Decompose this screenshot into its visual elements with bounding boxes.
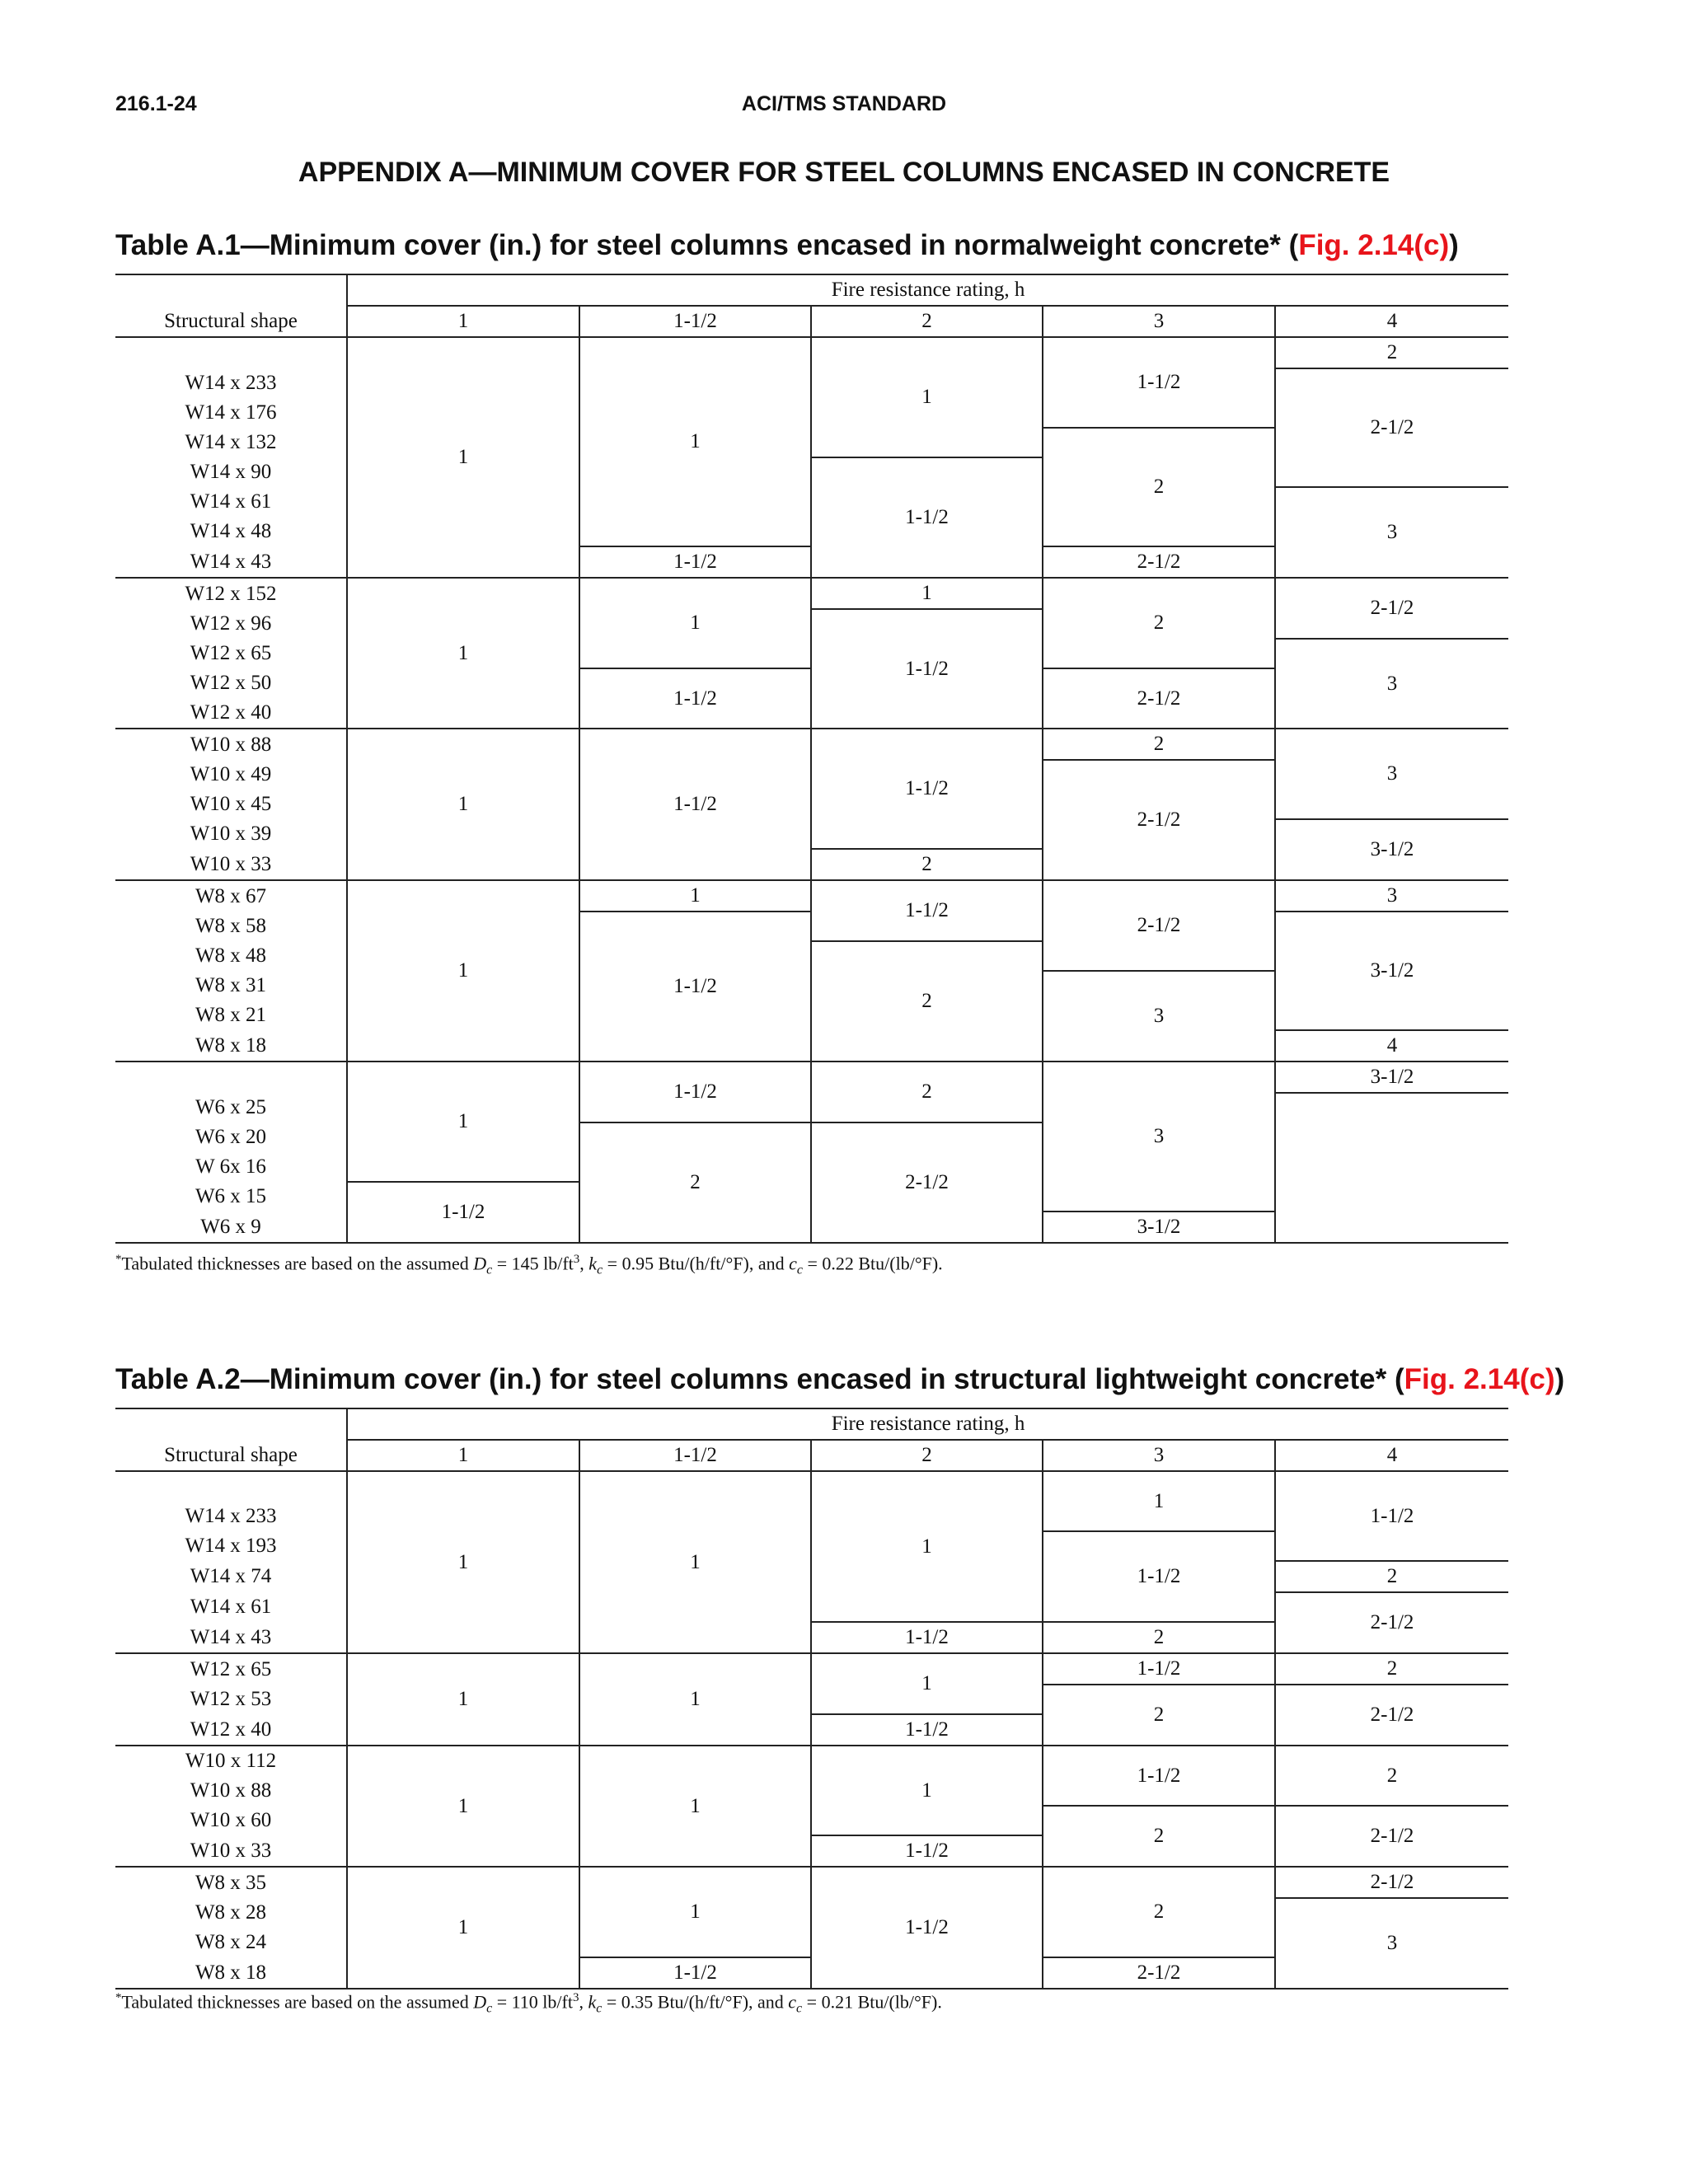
table-cell: 3 — [1275, 1898, 1508, 1989]
table-row-shape: W14 x 90 — [190, 461, 272, 483]
table-cell: 1 — [811, 337, 1043, 457]
footnote-marker: * — [115, 1253, 122, 1266]
table-cell: 1-1/2 — [1043, 1746, 1275, 1806]
footnote-subscript: c — [796, 1263, 803, 1277]
table-cell: 2-1/2 — [1275, 1867, 1508, 1898]
footnote-symbol: c — [789, 1253, 797, 1274]
table-cell: 3 — [1275, 639, 1508, 729]
table-row-shape: W14 x 132 — [185, 431, 277, 453]
table-cell-empty — [1275, 1093, 1508, 1243]
table-a2-col-shape: Structural shape — [115, 1440, 347, 1471]
table-a1-corner — [115, 274, 347, 306]
table-row-shape: W10 x 49 — [190, 763, 272, 785]
table-cell: 2 — [811, 941, 1043, 1062]
table-a1 — [115, 274, 1508, 1244]
footnote-symbol: k — [588, 1991, 597, 2013]
table-row-shape: W6 x 20 — [195, 1126, 267, 1148]
table-row-shape: W10 x 39 — [190, 823, 272, 845]
table-a2-col-3: 3 — [1043, 1440, 1275, 1471]
table-row-shape: W12 x 65 — [190, 1657, 272, 1680]
table-a1-footnote — [115, 1253, 943, 1278]
table-a1-title-text: Table A.1—Minimum cover (in.) for steel columns encased in normalweight concrete* ( — [115, 229, 1299, 261]
table-a2-title-end: ) — [1554, 1363, 1565, 1395]
table-a1-col-1: 1 — [347, 306, 579, 337]
table-row-shape: W 6x 16 — [195, 1155, 266, 1178]
table-cell: 1-1/2 — [811, 457, 1043, 578]
table-row-shape: W10 x 45 — [190, 793, 272, 815]
table-cell: 2-1/2 — [1275, 578, 1508, 639]
table-cell: 1-1/2 — [579, 1957, 811, 1989]
table-row-shape: W14 x 233 — [185, 372, 277, 394]
footnote-text: = 0.22 Btu/(lb/°F). — [802, 1253, 943, 1274]
table-row-shape: W10 x 88 — [190, 733, 272, 756]
table-cell: 1 — [347, 1062, 579, 1182]
table-cell: 3 — [1275, 880, 1508, 912]
footnote-text: = 0.21 Btu/(lb/°F). — [802, 1991, 942, 2013]
table-cell: 2-1/2 — [1043, 546, 1275, 578]
table-a1-col-3: 3 — [1043, 306, 1275, 337]
table-cell: 1 — [347, 578, 579, 729]
table-cell: 3 — [1043, 971, 1275, 1062]
table-cell: 2 — [1043, 1622, 1275, 1653]
table-cell: 2 — [1275, 1653, 1508, 1685]
table-cell: 2-1/2 — [1043, 760, 1275, 880]
table-cell: 1-1/2 — [811, 880, 1043, 941]
table-row-shape: W14 x 61 — [190, 1596, 272, 1618]
table-row-shape: W8 x 35 — [195, 1871, 267, 1894]
table-a1-col-shape: Structural shape — [115, 306, 347, 337]
table-cell: 1-1/2 — [1043, 1653, 1275, 1685]
table-row-shape: W6 x 9 — [115, 1212, 347, 1243]
table-cell: 1 — [579, 1471, 811, 1653]
table-cell: 1-1/2 — [811, 1867, 1043, 1989]
table-row-shape: W14 x 48 — [190, 520, 272, 542]
table-row-shape: W8 x 28 — [195, 1901, 267, 1924]
table-cell: 1 — [347, 1746, 579, 1867]
table-cell: 1 — [811, 578, 1043, 609]
table-cell: 3-1/2 — [1043, 1212, 1275, 1243]
table-row-shape: W10 x 112 — [185, 1750, 277, 1772]
table-cell: 1-1/2 — [579, 546, 811, 578]
table-cell: 1-1/2 — [811, 729, 1043, 849]
table-row-shape: W12 x 65 — [190, 642, 272, 664]
table-cell: 1 — [579, 1653, 811, 1746]
table-cell: 1 — [1043, 1471, 1275, 1531]
footnote-text: = 0.35 Btu/(h/ft/°F), and — [602, 1991, 789, 2013]
table-row-shape: W10 x 33 — [115, 1835, 347, 1867]
table-a2-col-2: 2 — [811, 1440, 1043, 1471]
table-row-shape: W14 x 193 — [185, 1535, 277, 1557]
table-cell: 2 — [579, 1122, 811, 1243]
table-cell: 3-1/2 — [1275, 912, 1508, 1030]
figure-reference-link[interactable]: Fig. 2.14(c) — [1404, 1363, 1555, 1395]
table-cell: 1-1/2 — [579, 729, 811, 880]
table-row-shape: W12 x 96 — [190, 612, 272, 635]
table-row-shape: W10 x 88 — [190, 1779, 272, 1802]
table-cell: 3-1/2 — [1275, 1062, 1508, 1093]
table-cell: 2 — [1043, 1867, 1275, 1957]
table-row-shape: W8 x 67 — [195, 884, 267, 907]
table-a2-corner — [115, 1408, 347, 1440]
table-a1-col-4: 4 — [1275, 306, 1508, 337]
table-a2-col-1-1-2: 1-1/2 — [579, 1440, 811, 1471]
table-row-shape: W8 x 24 — [195, 1931, 267, 1953]
table-cell: 3 — [1275, 487, 1508, 578]
table-cell: 2 — [1275, 1561, 1508, 1592]
table-cell: 1 — [579, 1746, 811, 1867]
table-cell: 2-1/2 — [1275, 368, 1508, 487]
table-cell: 2-1/2 — [1275, 1685, 1508, 1746]
table-row-shape: W14 x 61 — [190, 490, 272, 513]
table-cell: 1 — [579, 337, 811, 546]
table-cell: 2-1/2 — [1043, 1957, 1275, 1989]
table-a1-title — [115, 229, 1459, 262]
table-cell: 1-1/2 — [811, 609, 1043, 729]
table-cell: 1 — [811, 1471, 1043, 1622]
footnote-text: = 145 lb/ft — [492, 1253, 574, 1274]
table-cell: 1 — [811, 1746, 1043, 1835]
table-cell: 1-1/2 — [1275, 1471, 1508, 1561]
table-row-blank — [115, 1062, 347, 1093]
table-cell: 1-1/2 — [579, 668, 811, 729]
table-a2 — [115, 1408, 1508, 1990]
table-cell: 2 — [1043, 1806, 1275, 1867]
table-row-shape: W6 x 25 — [195, 1096, 267, 1118]
table-cell: 3 — [1275, 729, 1508, 819]
table-cell: 1 — [811, 1653, 1043, 1714]
table-a1-group-header: Fire resistance rating, h — [347, 274, 1508, 306]
table-row-shape: W14 x 176 — [185, 401, 277, 424]
table-cell: 2 — [1043, 1685, 1275, 1746]
table-cell: 1 — [347, 1867, 579, 1989]
table-cell: 2 — [1043, 428, 1275, 546]
table-cell: 2 — [811, 1062, 1043, 1122]
table-row-shape: W12 x 152 — [185, 582, 277, 605]
table-cell: 2-1/2 — [811, 1122, 1043, 1243]
table-cell: 1-1/2 — [811, 1714, 1043, 1746]
table-cell: 1-1/2 — [347, 1182, 579, 1243]
table-row-shape: W14 x 43 — [115, 1622, 347, 1653]
table-cell: 1 — [347, 729, 579, 880]
table-row-shape: W8 x 18 — [115, 1957, 347, 1989]
footnote-text: , — [579, 1253, 589, 1274]
table-row-shape: W8 x 58 — [195, 915, 267, 937]
footnote-symbol: D — [473, 1253, 487, 1274]
table-row-shape: W8 x 21 — [195, 1004, 267, 1026]
table-row-blank — [115, 337, 347, 368]
table-a2-title-text: Table A.2—Minimum cover (in.) for steel columns encased in structural lightweight concrete* ( — [115, 1363, 1404, 1395]
table-cell: 1 — [347, 1471, 579, 1653]
table-cell: 2 — [1043, 578, 1275, 668]
table-a2-group-header: Fire resistance rating, h — [347, 1408, 1508, 1440]
table-row-shape: W12 x 50 — [190, 672, 272, 694]
footnote-symbol: D — [473, 1991, 487, 2013]
footnote-text: = 110 lb/ft — [492, 1991, 573, 2013]
page-number: 216.1-24 — [115, 92, 197, 115]
table-row-shape: W12 x 40 — [115, 698, 347, 729]
footnote-text: Tabulated thicknesses are based on the assumed — [121, 1253, 474, 1274]
table-cell: 1 — [579, 578, 811, 668]
table-row-shape: W10 x 60 — [190, 1809, 272, 1831]
footnote-marker: * — [115, 1991, 122, 2004]
running-header: ACI/TMS STANDARD — [741, 92, 947, 115]
table-cell: 1-1/2 — [811, 1622, 1043, 1653]
table-cell: 2-1/2 — [1043, 668, 1275, 729]
footnote-exponent: 3 — [572, 1991, 579, 2004]
table-cell: 1 — [579, 880, 811, 912]
table-cell: 1-1/2 — [811, 1835, 1043, 1867]
table-row-shape: W10 x 33 — [115, 849, 347, 880]
table-cell: 2-1/2 — [1043, 880, 1275, 971]
table-cell: 1-1/2 — [1043, 1531, 1275, 1622]
table-a2-title — [115, 1363, 1564, 1396]
table-cell: 1 — [579, 1867, 811, 1957]
footnote-text: Tabulated thicknesses are based on the assumed — [121, 1991, 474, 2013]
table-row-blank — [115, 1471, 347, 1502]
table-row-shape: W14 x 74 — [190, 1565, 272, 1587]
table-row-shape: W8 x 31 — [195, 974, 267, 996]
table-cell: 1 — [347, 1653, 579, 1746]
footnote-text: = 0.95 Btu/(h/ft/°F), and — [603, 1253, 790, 1274]
footnote-exponent: 3 — [573, 1253, 580, 1266]
table-row-shape: W8 x 18 — [115, 1030, 347, 1062]
table-cell: 2 — [811, 849, 1043, 880]
footnote-subscript: c — [796, 2001, 803, 2016]
table-a1-title-end: ) — [1449, 229, 1459, 261]
table-a2-footnote — [115, 1991, 942, 2017]
table-row-shape: W8 x 48 — [195, 944, 267, 967]
table-cell: 1 — [347, 880, 579, 1062]
footnote-symbol: k — [588, 1253, 598, 1274]
table-row-shape: W6 x 15 — [195, 1185, 267, 1207]
footnote-subscript: c — [597, 1263, 603, 1277]
table-cell: 2 — [1275, 1746, 1508, 1806]
table-cell: 1-1/2 — [579, 1062, 811, 1122]
table-cell: 1-1/2 — [579, 912, 811, 1062]
table-a2-col-4: 4 — [1275, 1440, 1508, 1471]
table-row-shape: W12 x 40 — [115, 1714, 347, 1746]
table-row-shape: W12 x 53 — [190, 1688, 272, 1710]
table-cell: 1 — [347, 337, 579, 578]
table-cell: 4 — [1275, 1030, 1508, 1062]
table-cell: 3 — [1043, 1062, 1275, 1212]
footnote-text: , — [579, 1991, 588, 2013]
table-row-shape: W14 x 43 — [115, 546, 347, 578]
table-a1-col-2: 2 — [811, 306, 1043, 337]
table-row-shape: W14 x 233 — [185, 1505, 277, 1527]
table-cell: 2-1/2 — [1275, 1806, 1508, 1867]
table-cell: 2 — [1275, 337, 1508, 368]
footnote-symbol: c — [788, 1991, 797, 2013]
figure-reference-link[interactable]: Fig. 2.14(c) — [1298, 229, 1450, 261]
table-cell: 2 — [1043, 729, 1275, 760]
table-a2-col-1: 1 — [347, 1440, 579, 1471]
footnote-subscript: c — [486, 2001, 493, 2016]
appendix-title: APPENDIX A—MINIMUM COVER FOR STEEL COLUMNS ENCASED IN CONCRETE — [298, 157, 1390, 188]
footnote-subscript: c — [596, 2001, 603, 2016]
table-cell: 3-1/2 — [1275, 819, 1508, 880]
table-cell: 2-1/2 — [1275, 1592, 1508, 1653]
table-a1-col-1-1-2: 1-1/2 — [579, 306, 811, 337]
footnote-subscript: c — [486, 1263, 493, 1277]
table-cell: 1-1/2 — [1043, 337, 1275, 428]
